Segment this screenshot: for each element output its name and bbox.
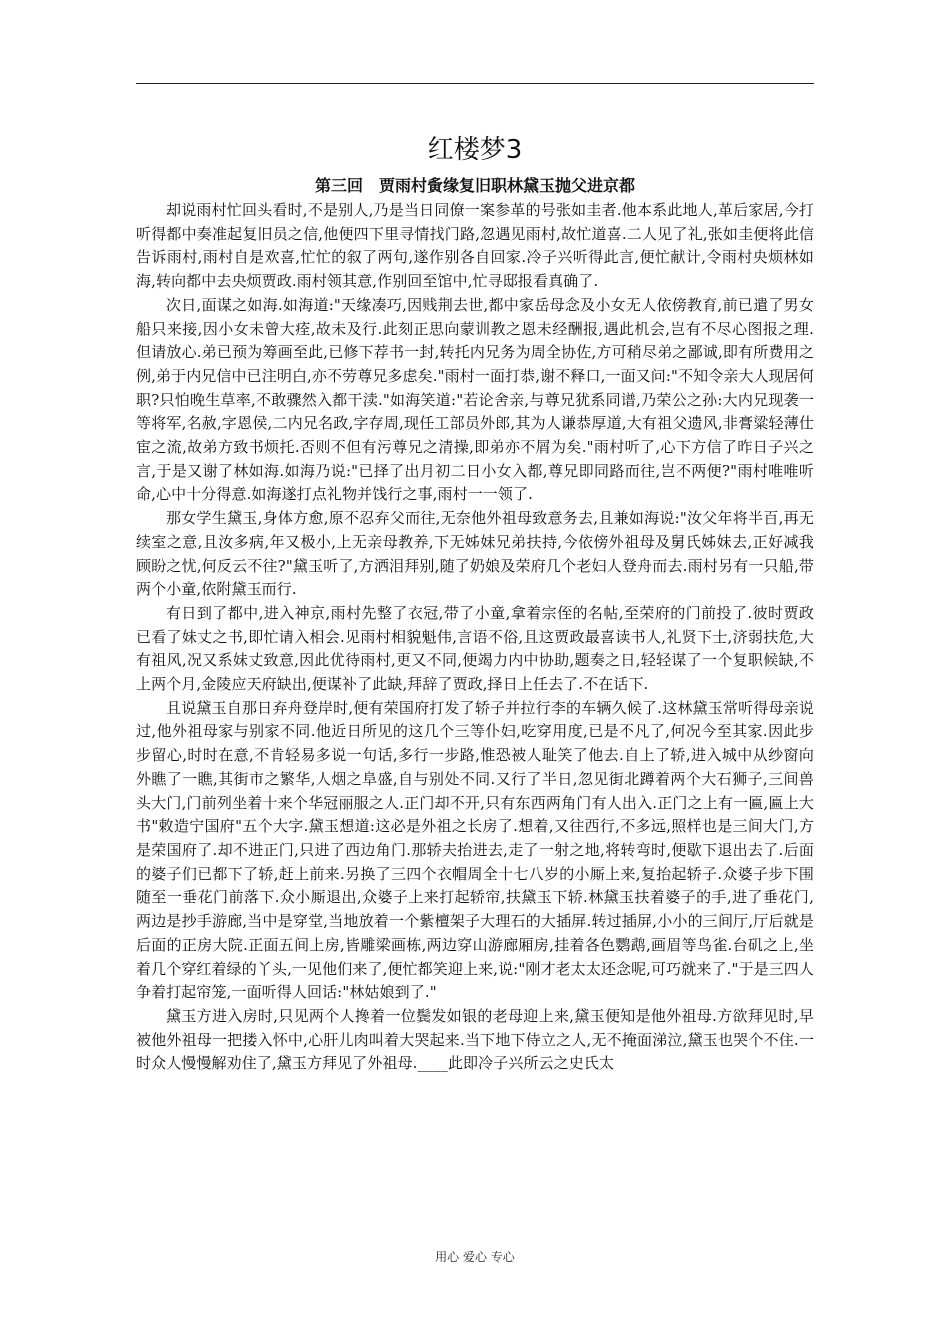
paragraph-1: 却说雨村忙回头看时,不是别人,乃是当日同僚一案参革的号张如圭者.他本系此地人,革后家居,今打听得都中奏准起复旧员之信,他便四下里寻情找门路,忽遇见雨村,故忙道喜.二人见了礼,张如圭便将此信告诉雨村,雨村自是欢喜,忙忙的叙了两句,遂作别各自回家.冷子兴听得此言,便忙献计,令雨村央烦林如海,转向都中去央烦贾政.雨村领其意,作别回至馆中,忙寻邸报看真确了. bbox=[136, 201, 814, 291]
paragraph-5: 且说黛玉自那日弃舟登岸时,便有荣国府打发了轿子并拉行李的车辆久候了.这林黛玉常听得母亲说过,他外祖母家与别家不同.他近日所见的这几个三等仆妇,吃穿用度,已是不凡了,何况今至其家.因此步步留心,时时在意,不肯轻易多说一句话,多行一步路,惟恐被人耻笑了他去.自上了轿,进入城中从纱窗向外瞧了一瞧,其街市之繁华,人烟之阜盛,自与别处不同.又行了半日,忽见街北蹲着两个大石狮子,三间兽头大门,门前列坐着十来个华冠丽服之人.正门却不开,只有东西两角门有人出入.正门之上有一匾,匾上大书"敕造宁国府"五个大字.黛玉想道:这必是外祖之长房了.想着,又往西行,不多远,照样也是三间大门,方是荣国府了.却不进正门,只进了西边角门.那轿夫抬进去,走了一射之地,将转弯时,便歇下退出去了.后面的婆子们已都下了轿,赶上前来.另换了三四个衣帽周全十七八岁的小厮上来,复抬起轿子.众婆子步下围随至一垂花门前落下.众小厮退出,众婆子上来打起轿帘,扶黛玉下轿.林黛玉扶着婆子的手,进了垂花门,两边是抄手游廊,当中是穿堂,当地放着一个紫檀架子大理石的大插屏.转过插屏,小小的三间厅,厅后就是后面的正房大院.正面五间上房,皆雕梁画栋,两边穿山游廊厢房,挂着各色鹦鹉,画眉等鸟雀.台矶之上,坐着几个穿红着绿的丫头,一见他们来了,便忙都笑迎上来,说:"刚才老太太还念呢,可巧就来了."于是三四人争着打起帘笼,一面听得人回话:"林姑娘到了." bbox=[136, 698, 814, 1002]
chapter-title: 第三回 贾雨村夤缘复旧职林黛玉抛父进京都 bbox=[314, 176, 635, 195]
paragraph-4: 有日到了都中,进入神京,雨村先整了衣冠,带了小童,拿着宗侄的名帖,至荣府的门前投了.彼时贾政已看了妹丈之书,即忙请入相会.见雨村相貌魁伟,言语不俗,且这贾政最喜读书人,礼贤下士,济弱扶危,大有祖风,况又系妹丈致意,因此优待雨村,更又不同,便竭力内中协助,题奏之日,轻轻谋了一个复职候缺,不上两个月,金陵应天府缺出,便谋补了此缺,拜辞了贾政,择日上任去了.不在话下. bbox=[136, 603, 814, 694]
page-footer: 用心 爱心 专心 bbox=[435, 1250, 515, 1264]
header-rule bbox=[136, 83, 814, 84]
paragraph-6: 黛玉方进入房时,只见两个人搀着一位鬓发如银的老母迎上来,黛玉便知是他外祖母.方欲拜见时,早被他外祖母一把搂入怀中,心肝儿肉叫着大哭起来.当下地下侍立之人,无不掩面涕泣,黛玉也哭个不住.一时众人慢慢解劝住了,黛玉方拜见了外祖母.____此即冷子兴所云之史氏太 bbox=[136, 1006, 814, 1073]
paragraph-3: 那女学生黛玉,身体方愈,原不忍弃父而往,无奈他外祖母致意务去,且兼如海说:"汝父年将半百,再无续室之意,且汝多病,年又极小,上无亲母教养,下无姊妹兄弟扶持,今依傍外祖母及舅氏姊妹去,正好减我顾盼之忧,何反云不往?"黛玉听了,方洒泪拜别,随了奶娘及荣府几个老妇人登舟而去.雨村另有一只船,带两个小童,依附黛玉而行. bbox=[136, 509, 814, 599]
document-title: 红楼梦3 bbox=[427, 135, 523, 165]
paragraph-2: 次日,面谋之如海.如海道:"天缘凑巧,因贱荆去世,都中家岳母念及小女无人依傍教育,前已遣了男女船只来接,因小女未曾大痊,故未及行.此刻正思向蒙训教之恩未经酬报,遇此机会,岂有不尽心图报之理.但请放心.弟已预为筹画至此,已修下荐书一封,转托内兄务为周全协佐,方可稍尽弟之鄙诚,即有所费用之例,弟于内兄信中已注明白,亦不劳尊兄多虑矣."雨村一面打恭,谢不释口,一面又问:"不知令亲大人现居何职?只怕晚生草率,不敢骤然入都干渎."如海笑道:"若论舍亲,与尊兄犹系同谱,乃荣公之孙:大内兄现袭一等将军,名赦,字恩侯,二内兄名政,字存周,现任工部员外郎,其为人谦恭厚道,大有祖父遗风,非膏粱轻薄仕宦之流,故弟方致书烦托.否则不但有污尊兄之清操,即弟亦不屑为矣."雨村听了,心下方信了昨日子兴之言,于是又谢了林如海.如海乃说:"已择了出月初二日小女入都,尊兄即同路而往,岂不两便?"雨村唯唯听命,心中十分得意.如海遂打点礼物并饯行之事,雨村一一领了. bbox=[136, 295, 814, 504]
body-text bbox=[136, 199, 814, 1076]
